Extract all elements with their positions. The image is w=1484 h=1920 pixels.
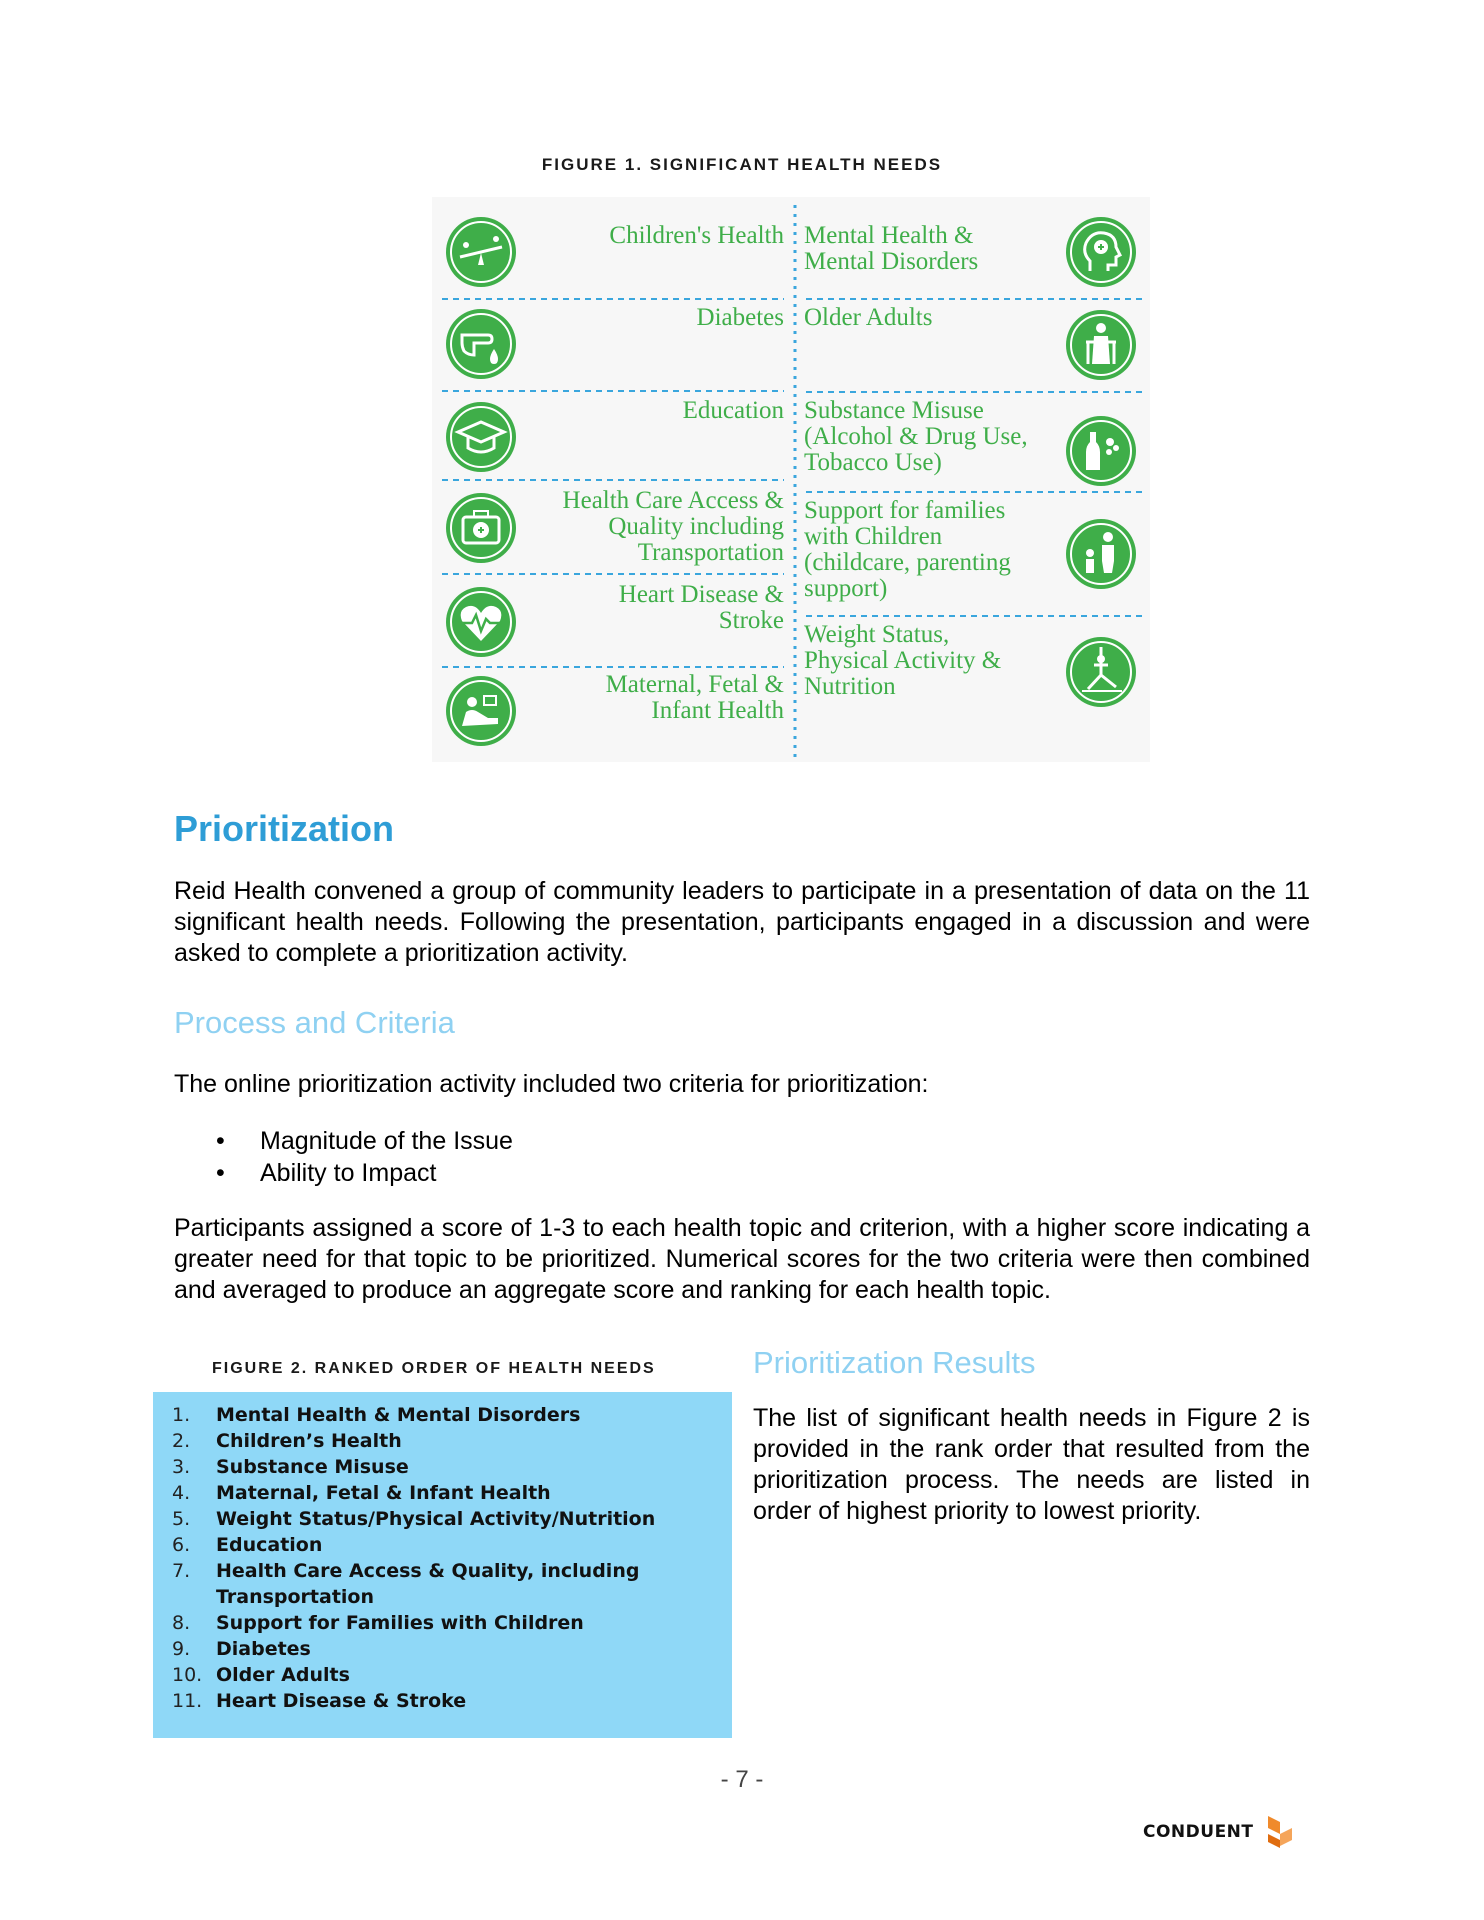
rank-number: 6. <box>172 1534 191 1556</box>
ranked-item <box>153 1532 656 1558</box>
rank-label: Mental Health & Mental Disorders <box>216 1404 581 1426</box>
prioritization-intro: Reid Health convened a group of community leaders to participate in a presentation of data on the 11 significant health needs. Following the presentation, participants engaged in a discussion and were asked to complete a prioritization activity. <box>174 877 1310 967</box>
rank-number: 2. <box>172 1430 191 1452</box>
criteria-item: • Magnitude of the Issue <box>216 1125 513 1157</box>
page-number: - 7 - <box>720 1766 764 1793</box>
ranked-item <box>153 1506 656 1532</box>
process-lead: The online prioritization activity included two criteria for prioritization: <box>174 1070 929 1098</box>
rank-number: 11. <box>172 1690 203 1712</box>
ranked-item <box>153 1402 656 1428</box>
ranked-item <box>153 1636 656 1662</box>
graduation-cap-icon <box>444 400 518 474</box>
rank-label: Maternal, Fetal & Infant Health <box>216 1482 551 1504</box>
rank-number: 1. <box>172 1404 191 1426</box>
ranked-item <box>153 1454 656 1480</box>
figure1-health-needs <box>432 197 1150 762</box>
rank-label: Heart Disease & Stroke <box>216 1690 467 1712</box>
need-education: Education <box>682 397 784 424</box>
finger-drop-icon <box>444 307 518 381</box>
process-body: Participants assigned a score of 1-3 to each health topic and criterion, with a higher score indicating a greater need for that topic to be prioritized. Numerical scores for the two criteria were then combined and averaged to produce an aggregate score and ranking for each health topic. <box>174 1214 1310 1304</box>
rank-number: 3. <box>172 1456 191 1478</box>
figure1-title: FIGURE 1. SIGNIFICANT HEALTH NEEDS <box>541 155 943 174</box>
ranked-item <box>153 1662 656 1688</box>
ranked-item <box>153 1428 656 1454</box>
head-cross-icon <box>1064 215 1138 289</box>
elderly-walker-icon <box>1064 308 1138 382</box>
mother-baby-icon <box>444 674 518 748</box>
medical-kit-icon <box>444 491 518 565</box>
rank-number: 9. <box>172 1638 191 1660</box>
figure1-dividers <box>432 197 1150 762</box>
figure2-ranked-list <box>153 1392 732 1738</box>
results-heading: Prioritization Results <box>753 1345 1036 1380</box>
need-childrens-health: Children's Health <box>609 222 784 249</box>
yoga-pose-icon <box>1064 635 1138 709</box>
need-heart-disease: Heart Disease & Stroke <box>618 581 784 634</box>
criteria-item: • Ability to Impact <box>216 1157 513 1189</box>
results-body: The list of significant health needs in Figure 2 is provided in the rank order that resulted from the prioritization process. The needs are listed in order of highest priority to lowest priority. <box>753 1404 1310 1525</box>
rank-number: 10. <box>172 1664 203 1686</box>
bottle-pills-icon <box>1064 414 1138 488</box>
need-diabetes: Diabetes <box>696 304 784 331</box>
rank-number: 7. <box>172 1560 191 1582</box>
rank-label: Older Adults <box>216 1664 350 1686</box>
figure2-title: FIGURE 2. RANKED ORDER OF HEALTH NEEDS <box>212 1360 656 1377</box>
rank-label: Health Care Access & Quality, including Transportation <box>216 1560 640 1608</box>
rank-label: Substance Misuse <box>216 1456 409 1478</box>
need-substance-misuse: Substance Misuse (Alcohol & Drug Use, Tobacco Use) <box>804 397 1028 476</box>
ranked-item <box>153 1558 656 1610</box>
ranked-item <box>153 1610 656 1636</box>
process-heading: Process and Criteria <box>174 1005 455 1040</box>
ranked-item <box>153 1688 656 1714</box>
heartbeat-icon <box>444 585 518 659</box>
need-maternal-health: Maternal, Fetal & Infant Health <box>605 671 784 724</box>
rank-label: Weight Status/Physical Activity/Nutrition <box>216 1508 656 1530</box>
rank-number: 5. <box>172 1508 191 1530</box>
rank-label: Education <box>216 1534 323 1556</box>
parent-child-icon <box>1064 517 1138 591</box>
conduent-logo-mark-icon <box>1260 1812 1300 1852</box>
rank-number: 8. <box>172 1612 191 1634</box>
prioritization-heading: Prioritization <box>174 808 395 849</box>
need-mental-health: Mental Health & Mental Disorders <box>804 222 979 275</box>
rank-label: Diabetes <box>216 1638 311 1660</box>
rank-number: 4. <box>172 1482 191 1504</box>
rank-label: Support for Families with Children <box>216 1612 584 1634</box>
need-health-care-access: Health Care Access & Quality including Transportation <box>562 487 784 566</box>
need-older-adults: Older Adults <box>804 304 933 331</box>
criteria-list <box>216 1125 513 1189</box>
ranked-item <box>153 1480 656 1506</box>
need-support-families: Support for families with Children (childcare, parenting support) <box>804 497 1011 602</box>
rank-label: Children’s Health <box>216 1430 402 1452</box>
need-weight-status: Weight Status, Physical Activity & Nutrition <box>804 621 1002 700</box>
logo-text: CONDUENT <box>1143 1822 1254 1842</box>
conduent-logo <box>1143 1812 1300 1852</box>
